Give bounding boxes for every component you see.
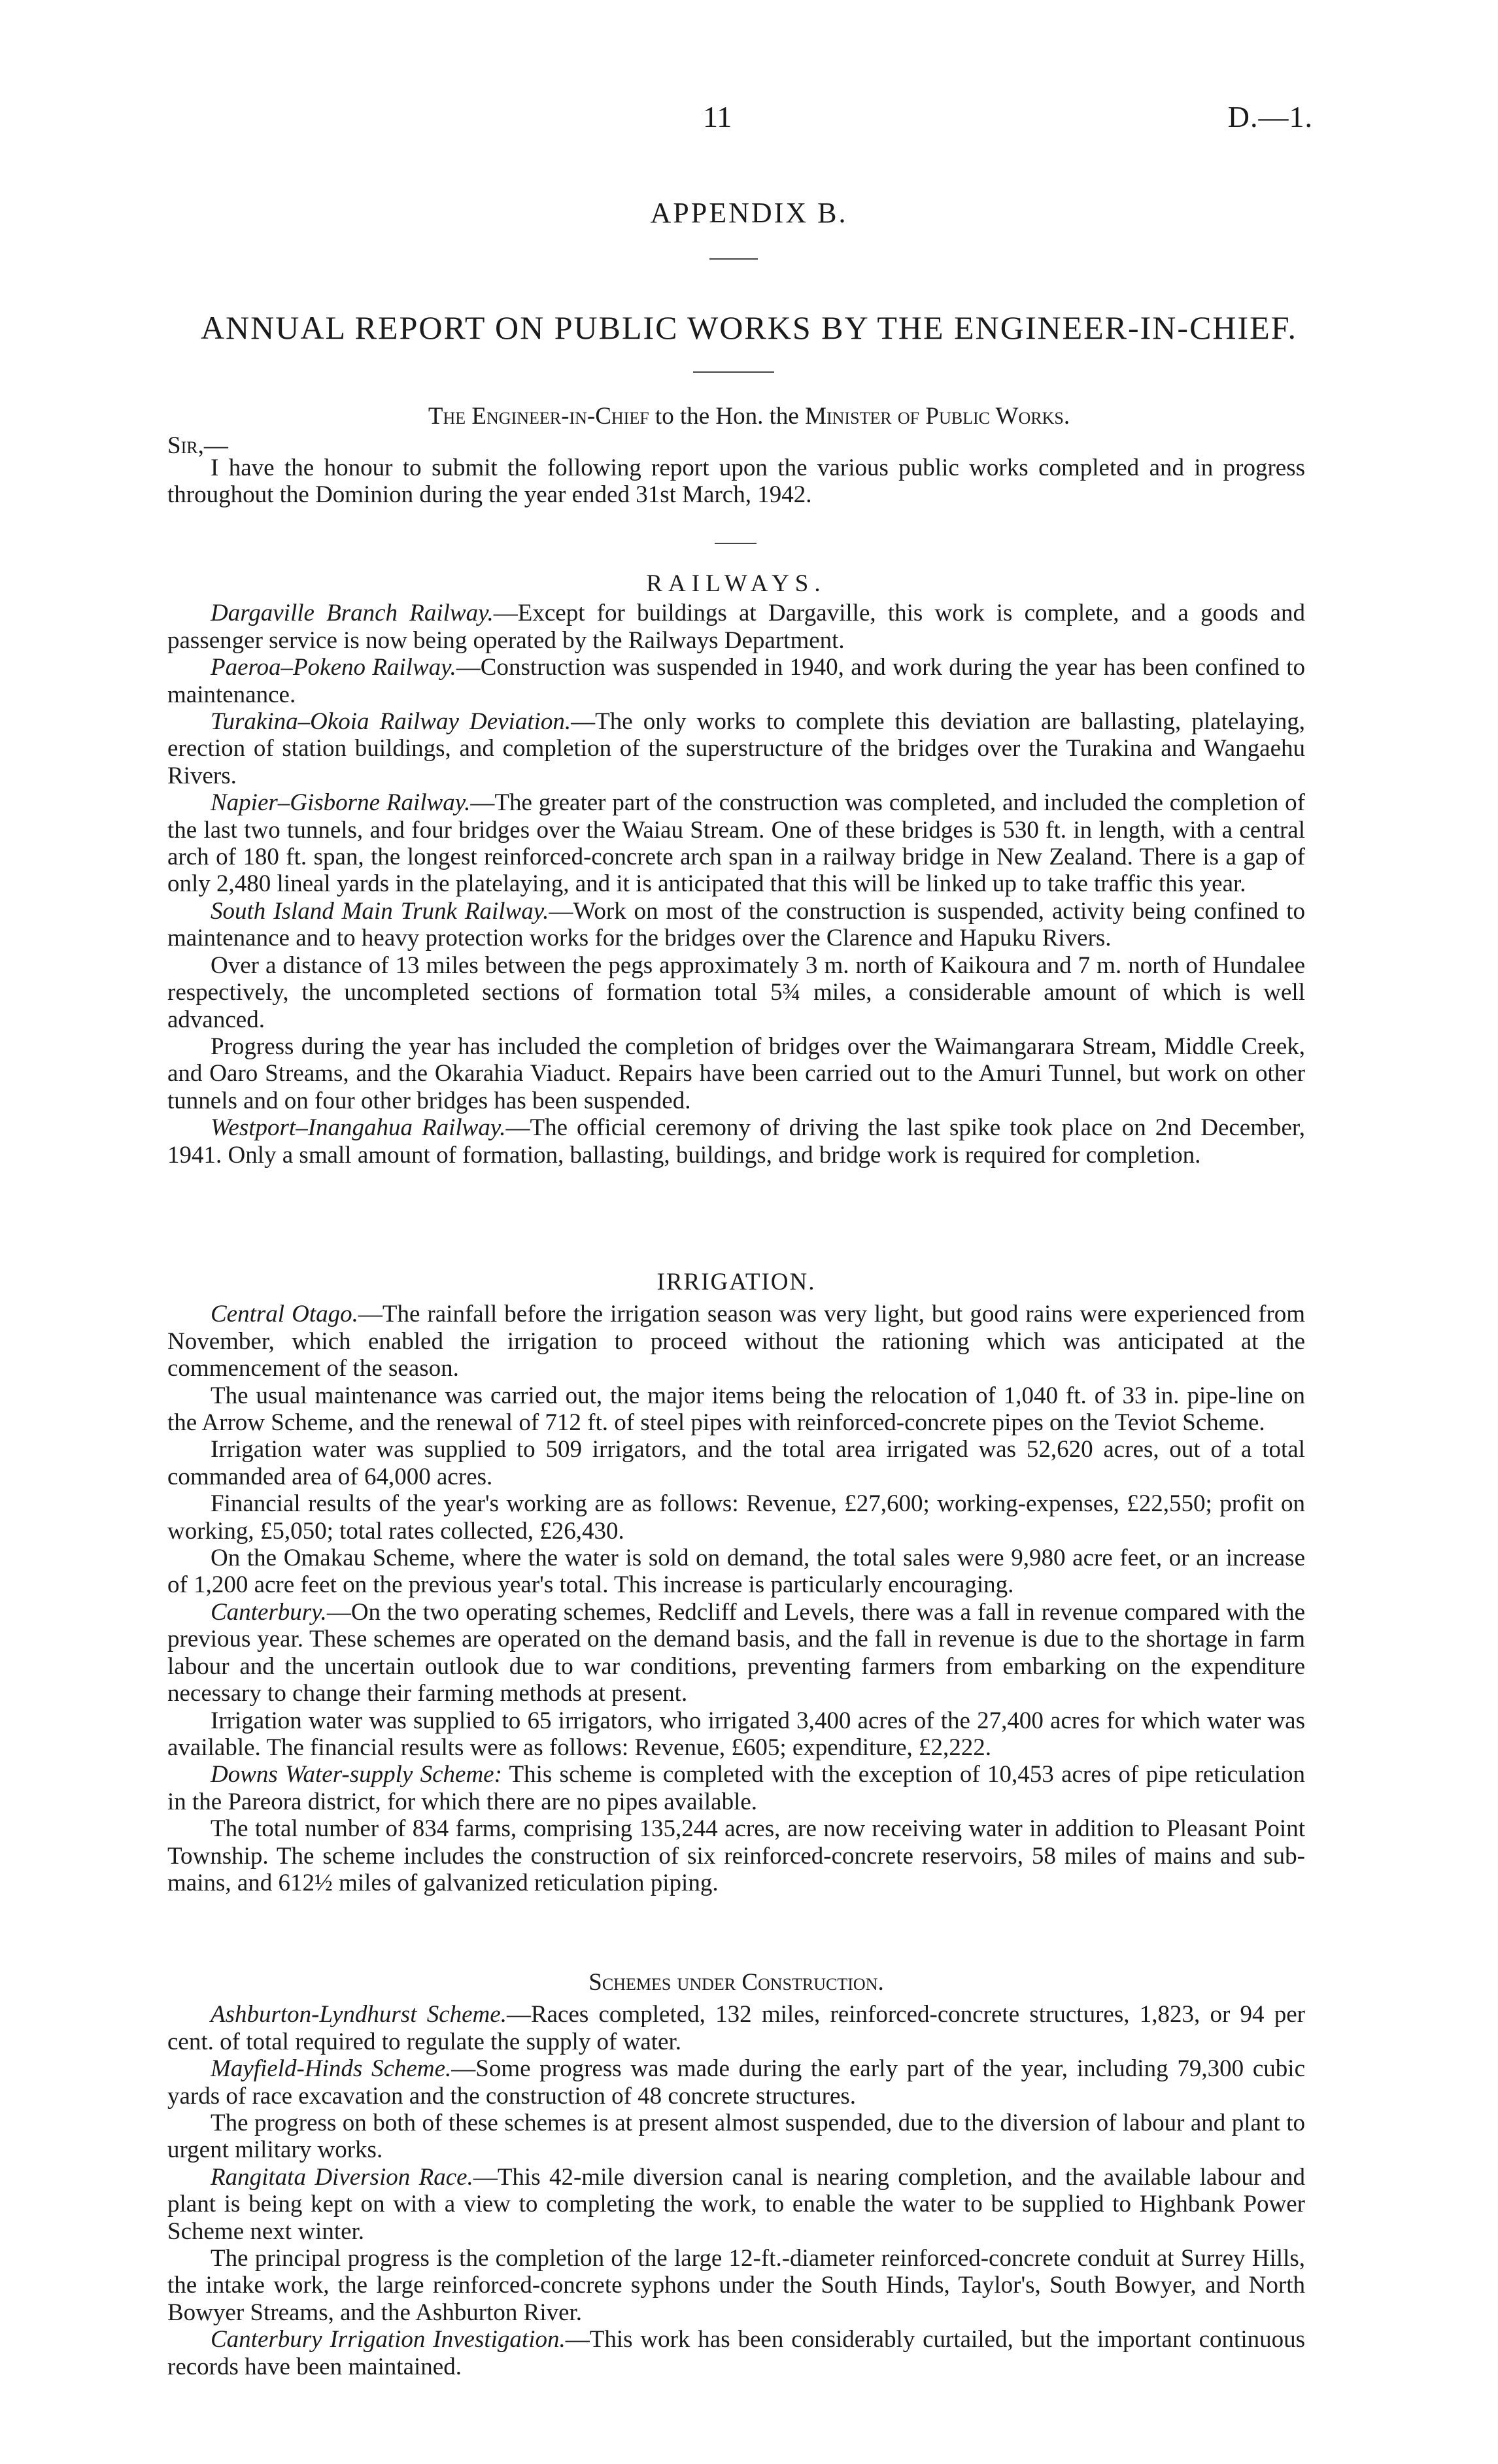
paragraph-title: Dargaville Branch Railway.: [211, 600, 494, 627]
paragraph-title: Canterbury Irrigation Investigation.: [211, 2326, 566, 2353]
paragraph-title: Napier–Gisborne Railway.: [211, 789, 471, 817]
paragraph-title: Central Otago.: [211, 1301, 358, 1328]
intro-paragraph: I have the honour to submit the following report upon the various public works completed and in progress throughout the Dominion during the year ended 31st March, 1942.: [167, 454, 1305, 509]
paragraph: [167, 952, 1305, 1033]
paragraph-title: Westport–Inangahua Railway.: [211, 1114, 506, 1142]
paragraph: [167, 1815, 1305, 1896]
paragraph-text: —Some progress was made during the early part of the year, including 79,300 cubic yards of race excavation and the construction of 48 concrete structures.: [167, 2055, 1305, 2110]
paragraph-text: —The rainfall before the irrigation season was very light, but good rains were experienced from November, which enabled the irrigation to proceed without the rationing which was anticipated at the commencement of the season.: [167, 1301, 1305, 1382]
paragraph: [167, 600, 1305, 654]
paragraph: [167, 1761, 1305, 1815]
paragraph-title: Turakina–Okoia Railway Deviation.: [211, 708, 571, 736]
paragraph-text: —Except for buildings at Dargaville, this work is complete, and a goods and passenger service is now being operated by the Railways Department.: [167, 600, 1305, 654]
paragraph: [167, 789, 1305, 898]
document-reference: D.—1.: [1227, 100, 1313, 133]
paragraph: [167, 2164, 1305, 2245]
paragraph: [167, 1707, 1305, 1762]
paragraph-text: The usual maintenance was carried out, the major items being the relocation of 1,040 ft. of 33 in. pipe-line on the Arrow Scheme, and the renewal of 712 ft. of steel pipes with reinforced-concrete pipes on the Teviot Scheme.: [167, 1382, 1305, 1437]
paragraph-title: South Island Main Trunk Railway.: [211, 897, 549, 925]
irrigation-heading: IRRIGATION.: [656, 1269, 816, 1295]
paragraph-text: —The greater part of the construction was completed, and included the completion of the last two tunnels, and four bridges over the Waiau Stream. One of these bridges is 530 ft. in length, with a central arch of 180 ft. span, the longest reinforced-concrete arch span in a railway bridge in New Zealand. There is a gap of only 2,480 lineal yards in the platelaying, and it is anticipated that this will be linked up to take traffic this year.: [167, 789, 1305, 898]
paragraph-text: Over a distance of 13 miles between the pegs approximately 3 m. north of Kaikoura and 7 m. north of Hundalee respectively, the uncompleted sections of formation total 5¾ miles, a considerable amount of which is well advanced.: [167, 951, 1305, 1033]
paragraph-title: Mayfield-Hinds Scheme.: [211, 2055, 452, 2083]
salutation-sir: Sir,—: [167, 432, 228, 459]
salutation-line: [0, 402, 1498, 430]
paragraph-text: —On the two operating schemes, Redcliff and Levels, there was a fall in revenue compared with the previous year. These schemes are operated on the demand basis, and the fall in revenue is due to the shortage in farm labour and the uncertain outlook due to war conditions, preventing farmers from embarking on the expenditure necessary to change their farming methods at present.: [167, 1598, 1305, 1707]
divider: [709, 258, 758, 260]
paragraph: [167, 1301, 1305, 1382]
paragraph-text: Irrigation water was supplied to 509 irrigators, and the total area irrigated was 52,620 acres, out of a total commanded area of 64,000 acres.: [167, 1436, 1305, 1490]
salutation-to: Minister of Public Works: [805, 403, 1064, 430]
paragraph-text: This scheme is completed with the exception of 10,453 acres of pipe reticulation in the Pareora district, for which there are no pipes available.: [167, 1761, 1305, 1815]
paragraph: [167, 654, 1305, 708]
paragraph: [167, 2001, 1305, 2055]
paragraph-text: Irrigation water was supplied to 65 irrigators, who irrigated 3,400 acres of the 27,400 acres for which water was available. The financial results were as follows: Revenue, £605; expenditure, £2,222.: [167, 1707, 1305, 1761]
paragraph: [167, 2326, 1305, 2380]
paragraph-text: —The official ceremony of driving the last spike took place on 2nd December, 1941. Only a small amount of formation, ballasting, buildings, and bridge work is required for completion.: [167, 1114, 1306, 1169]
paragraph-text: The progress on both of these schemes is at present almost suspended, due to the diversion of labour and plant to urgent military works.: [167, 2110, 1305, 2164]
paragraph: [167, 1382, 1305, 1437]
paragraph-title: Rangitata Diversion Race.: [211, 2163, 473, 2191]
page-number: 11: [703, 100, 732, 133]
paragraph-text: The principal progress is the completion of the large 12-ft.-diameter reinforced-concrete conduit at Surrey Hills, the intake work, the large reinforced-concrete syphons under the South Hinds, Taylor's, South Bowyer, and North Bowyer Streams, and the Ashburton River.: [167, 2245, 1305, 2326]
paragraph-title: Downs Water-supply Scheme:: [211, 1761, 502, 1788]
appendix-heading: APPENDIX B.: [650, 197, 848, 229]
paragraph-text: Financial results of the year's working are as follows: Revenue, £27,600; working-expenses, £22,550; profit on working, £5,050; total rates collected, £26,430.: [167, 1490, 1305, 1545]
paragraph: [167, 2110, 1305, 2164]
paragraph: [167, 1545, 1305, 1599]
paragraph-text: The total number of 834 farms, comprising 135,244 acres, are now receiving water in addition to Pleasant Point Township. The scheme includes the construction of six reinforced-concrete reservoirs, 58 miles of mains and sub-mains, and 612½ miles of galvanized reticulation piping.: [167, 1815, 1305, 1896]
paragraph: [167, 708, 1305, 789]
paragraph: [167, 1033, 1305, 1114]
divider: [693, 371, 774, 373]
paragraph-text: —This work has been considerably curtailed, but the important continuous records have been maintained.: [167, 2326, 1305, 2380]
schemes-heading: Schemes under Construction.: [588, 1969, 884, 1996]
paragraph: [167, 2245, 1305, 2326]
paragraph-text: On the Omakau Scheme, where the water is sold on demand, the total sales were 9,980 acre feet, or an increase of 1,200 acre feet on the previous year's total. This increase is particularly encouraging.: [167, 1545, 1305, 1599]
paragraph-title: Paeroa–Pokeno Railway.: [211, 654, 456, 681]
paragraph: [167, 1490, 1305, 1545]
paragraph: [167, 898, 1305, 952]
paragraph-text: —Construction was suspended in 1940, and work during the year has been confined to maintenance.: [167, 654, 1305, 708]
paragraph-title: Ashburton-Lyndhurst Scheme.: [211, 2001, 507, 2028]
paragraph: [167, 1599, 1305, 1707]
salutation-to-word: to the Hon. the: [655, 403, 799, 430]
railways-section: [167, 570, 1305, 1169]
paragraph: [167, 2055, 1305, 2110]
paragraph-text: —The only works to complete this deviation are ballasting, platelaying, erection of station buildings, and completion of the superstructure of the bridges over the Turakina and Wangaehu Rivers.: [167, 708, 1306, 789]
railways-heading: RAILWAYS.: [646, 570, 826, 597]
intro-section: [167, 454, 1305, 509]
paragraph-text: —This 42-mile diversion canal is nearing completion, and the available labour and plant is being kept on with a view to completing the work, to enable the water to be supplied to Highbank Power Scheme next winter.: [167, 2163, 1305, 2245]
paragraph-text: —Races completed, 132 miles, reinforced-concrete structures, 1,823, or 94 per cent. of total required to regulate the supply of water.: [167, 2001, 1305, 2055]
irrigation-section: [167, 1269, 1305, 1896]
salutation-from: The Engineer-in-Chief: [428, 403, 649, 430]
paragraph-text: —Work on most of the construction is suspended, activity being confined to maintenance and to heavy protection works for the bridges over the Clarence and Hapuku Rivers.: [167, 897, 1305, 952]
divider: [715, 543, 757, 544]
paragraph: [167, 1114, 1305, 1169]
salutation-end: .: [1063, 403, 1070, 430]
schemes-section: [167, 1969, 1305, 2380]
report-title: ANNUAL REPORT ON PUBLIC WORKS BY THE ENGINEER-IN-CHIEF.: [200, 309, 1298, 346]
paragraph-title: Canterbury.: [211, 1598, 327, 1626]
paragraph-text: Progress during the year has included the completion of bridges over the Waimangarara Stream, Middle Creek, and Oaro Streams, and the Okarahia Viaduct. Repairs have been carried out to the Amuri Tunnel, but work on other tunnels and on four other bridges has been suspended.: [167, 1033, 1305, 1114]
paragraph: [167, 1436, 1305, 1490]
